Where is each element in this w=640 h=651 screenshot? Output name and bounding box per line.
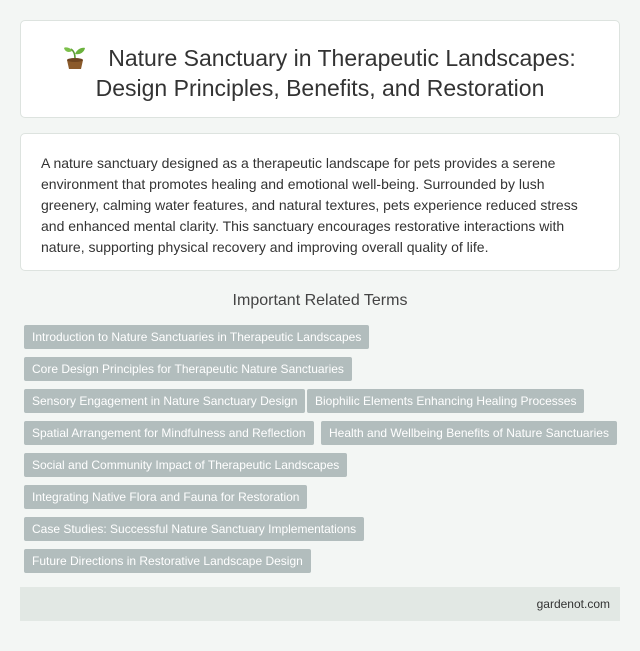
term-tag[interactable]: Integrating Native Flora and Fauna for Restoration [24, 485, 307, 509]
term-tag[interactable]: Future Directions in Restorative Landscape Design [24, 549, 311, 573]
term-tag[interactable]: Social and Community Impact of Therapeutic Landscapes [24, 453, 347, 477]
title-line-1: Nature Sanctuary in Therapeutic Landscapes: [108, 45, 576, 71]
related-terms-heading: Important Related Terms [232, 292, 408, 309]
footer [20, 587, 620, 621]
term-tag[interactable]: Spatial Arrangement for Mindfulness and Reflection [24, 421, 314, 445]
term-tag[interactable]: Biophilic Elements Enhancing Healing Processes [307, 389, 584, 413]
term-tag[interactable]: Case Studies: Successful Nature Sanctuary Implementations [24, 517, 364, 541]
term-tag[interactable]: Health and Wellbeing Benefits of Nature Sanctuaries [321, 421, 617, 445]
term-tag[interactable]: Core Design Principles for Therapeutic Nature Sanctuaries [24, 357, 352, 381]
sprout-icon [64, 45, 86, 69]
footer-site-link[interactable]: gardenot.com [536, 597, 610, 611]
term-tag[interactable]: Introduction to Nature Sanctuaries in Therapeutic Landscapes [24, 325, 369, 349]
description-card [20, 133, 620, 271]
title-line-2: Design Principles, Benefits, and Restoration [95, 75, 545, 101]
title-card [20, 20, 620, 118]
term-tag[interactable]: Sensory Engagement in Nature Sanctuary Design [24, 389, 305, 413]
page-title [21, 43, 619, 103]
description-text: A nature sanctuary designed as a therapeutic landscape for pets provides a serene environment that promotes healing and emotional well-being. Surrounded by lush greenery, calming water features, and natural textures, pets experience reduced stress and enhanced mental clarity. This sanctuary encourages restorative interactions with nature, supporting physical recovery and improving overall quality of life. [41, 155, 578, 255]
